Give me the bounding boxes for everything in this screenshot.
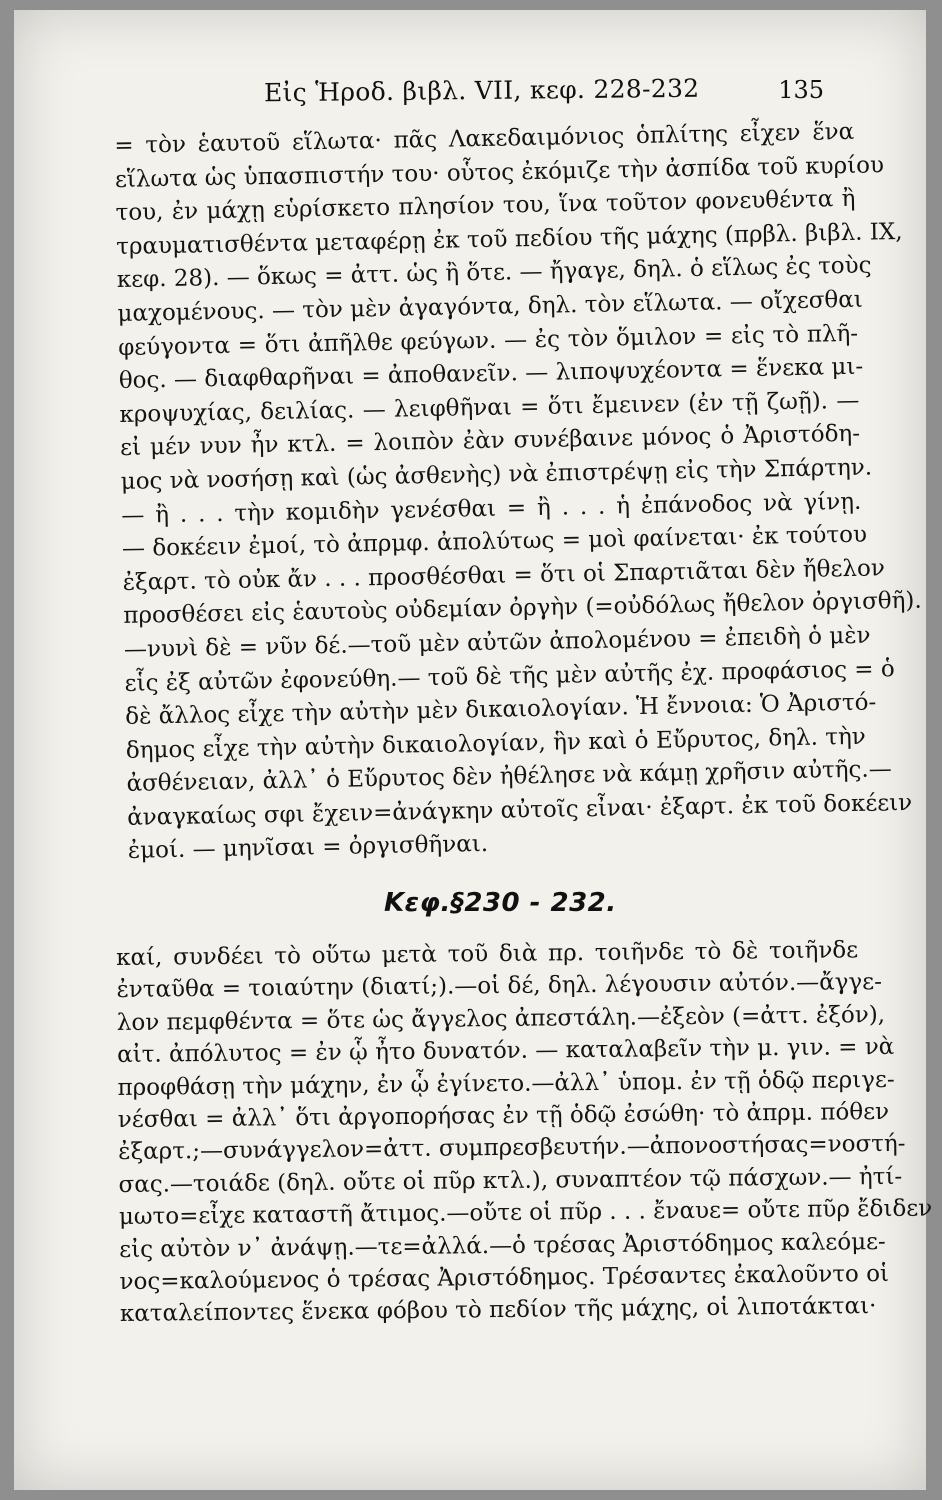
text-line: φεύγοντα = ὅτι ἀπῆλθε φεύγων. — ἐς τὸν ὅμιλον = εἰς τὸ πλῆ- (117, 320, 859, 361)
text-line: αἰτ. ἀπόλυτος = ἐν ᾧ ἦτο δυνατόν. — καταλαβεῖν τὴν μ. γιν. = νὰ (117, 1034, 895, 1069)
text-line: δημος εἶχε τὴν αὐτὴν δικαιολογίαν, ἣν καὶ ὁ Εὔρυτος, δηλ. τὴν (125, 723, 867, 764)
page-header (14, 72, 926, 112)
text-line: δὲ ἄλλος εἶχε τὴν αὐτὴν μὲν δικαιολογίαν. Ἡ ἔννοια: Ὁ Ἀριστό- (125, 689, 877, 730)
text-line: ἐνταῦθα = τοιαύτην (διατί;).—οἱ δέ, δηλ. λέγουσιν αὐτόν.—ἄγγε- (116, 969, 883, 1004)
text-line: κεφ. 28). — ὅκως = ἀττ. ὡς ἢ ὅτε. — ἤγαγε, δηλ. ὁ εἵλως ἐς τοὺς (116, 252, 872, 294)
text-line: ἀσθένειαν, ἀλλ᾽ ὁ Εὔρυτος δὲν ἠθέλησε νὰ κάμῃ χρῆσιν αὐτῆς.— (126, 756, 892, 798)
book-page (14, 10, 933, 1490)
text-line: ἐμοί. — μηνῖσαι = ὀργισθῆναι. (127, 831, 489, 865)
text-line: θος. — διαφθαρῆναι = ἀποθανεῖν. — λιποψυχέοντα = ἕνεκα μι- (118, 353, 864, 395)
text-line: του, ἐν μάχῃ εὑρίσκετο πλησίον του, ἵνα τοῦτον φονευθέντα ἢ (115, 185, 856, 227)
text-line: ἀναγκαίως σφι ἔχειν=ἀνάγκην αὐτοῖς εἶναι· ἐξαρτ. ἐκ τοῦ δοκέειν (126, 789, 913, 831)
text-line: —νυνὶ δὲ = νῦν δέ.—τοῦ μὲν αὐτῶν ἀπολομένου = ἐπειδὴ ὁ μὲν (123, 622, 871, 663)
text-line: ἐξαρτ. τὸ οὐκ ἄν . . . προσθέσθαι = ὅτι οἱ Σπαρτιᾶται δὲν ἤθελον (122, 555, 886, 596)
text-line: τραυματισθέντα μεταφέρῃ ἐκ τοῦ πεδίου τῆς μάχης (πρβλ. βιβλ. IX, (115, 218, 903, 260)
text-line: καί, συνδέει τὸ οὕτω μετὰ τοῦ διὰ πρ. τοιῆνδε τὸ δὲ τοιῆνδε (116, 937, 859, 971)
text-line: ἐξαρτ.;—συνάγγελον=ἀττ. συμπρεσβευτήν.—ἀπονοστήσας=νοστή- (118, 1131, 906, 1166)
text-line: εἰ μέν νυν ἦν κτλ. = λοιπὸν ἐὰν συνέβαινε μόνος ὁ Ἀριστόδη- (119, 421, 861, 462)
text-line: νος=καλούμενος ὁ τρέσας Ἀριστόδημος. Τρέσαντες ἐκαλοῦντο οἱ (119, 1260, 890, 1296)
text-line: νέσθαι = ἀλλ᾽ ὅτι ἀργοπορήσας ἐν τῇ ὁδῷ ἐσώθη· τὸ ἀπρμ. πόθεν (117, 1098, 890, 1134)
text-line: καταλείποντες ἕνεκα φόβου τὸ πεδίον τῆς μάχης, οἱ λιποτάκται· (119, 1293, 877, 1328)
text-line: λον πεμφθέντα = ὅτε ὡς ἄγγελος ἀπεστάλη.—ἐξεὸν (=ἀττ. ἐξόν), (116, 1001, 886, 1036)
text-line: κροψυχίας, δειλίας. — λειφθῆναι = ὅτι ἔμεινεν (ἐν τῇ ζωῇ). — (119, 387, 860, 428)
running-title: Εἰς Ἡροδ. βιβλ. VII, κεφ. 228-232 (263, 73, 700, 108)
text-line: προφθάσῃ τὴν μάχην, ἐν ᾧ ἐγίνετο.—ἀλλ᾽ ὑπομ. ἐν τῇ ὁδῷ περιγε- (117, 1066, 895, 1101)
text-line: μος νὰ νοσήσῃ καὶ (ὡς ἀσθενὴς) νὰ ἐπιστρέψῃ εἰς τὴν Σπάρτην. (120, 454, 873, 495)
text-line: εἵλωτα ὡς ὑπασπιστήν του· οὗτος ἐκόμιζε τὴν ἀσπίδα τοῦ κυρίου (114, 151, 885, 193)
text-line: μωτο=εἶχε καταστῆ ἄτιμος.—οὔτε οἱ πῦρ . . . ἔναυε= οὔτε πῦρ ἔδιδεν (118, 1195, 933, 1231)
text-line: = τὸν ἑαυτοῦ εἵλωτα· πᾶς Λακεδαιμόνιος ὁπλίτης εἶχεν ἕνα (114, 118, 855, 159)
text-line: προσθέσει εἰς ἑαυτοὺς οὐδεμίαν ὀργὴν (=οὐδόλως ἤθελον ὀργισθῆ). (123, 587, 922, 630)
commentary-block-2 (116, 934, 933, 1331)
section-heading: Κεφ.§230 - 232. (384, 888, 617, 918)
text-line: σας.—τοιάδε (δηλ. οὔτε οἱ πῦρ κτλ.), συναπτέον τῷ πάσχων.— ἠτί- (118, 1163, 903, 1198)
page-number: 135 (778, 76, 824, 104)
text-line: εἰς αὐτὸν ν᾽ ἀνάψῃ.—τε=ἀλλά.—ὁ τρέσας Ἀριστόδημος καλεόμε- (119, 1228, 886, 1263)
text-line: εἷς ἐξ αὐτῶν ἐφονεύθη.— τοῦ δὲ τῆς μὲν αὐτῆς ἐχ. προφάσιος = ὁ (124, 655, 895, 697)
text-line: μαχομένους. — τὸν μὲν ἀγαγόντα, δηλ. τὸν εἵλωτα. — οἴχεσθαι (117, 286, 864, 327)
text-line: — δοκέειν ἐμοί, τὸ ἀπρμφ. ἀπολύτως = μοὶ φαίνεται· ἐκ τούτου (121, 521, 868, 563)
commentary-block-1 (114, 116, 922, 869)
text-line: — ἢ . . . τὴν κομιδὴν γενέσθαι = ἢ . . . ἡ ἐπάνοδος νὰ γίνῃ. (121, 488, 862, 529)
